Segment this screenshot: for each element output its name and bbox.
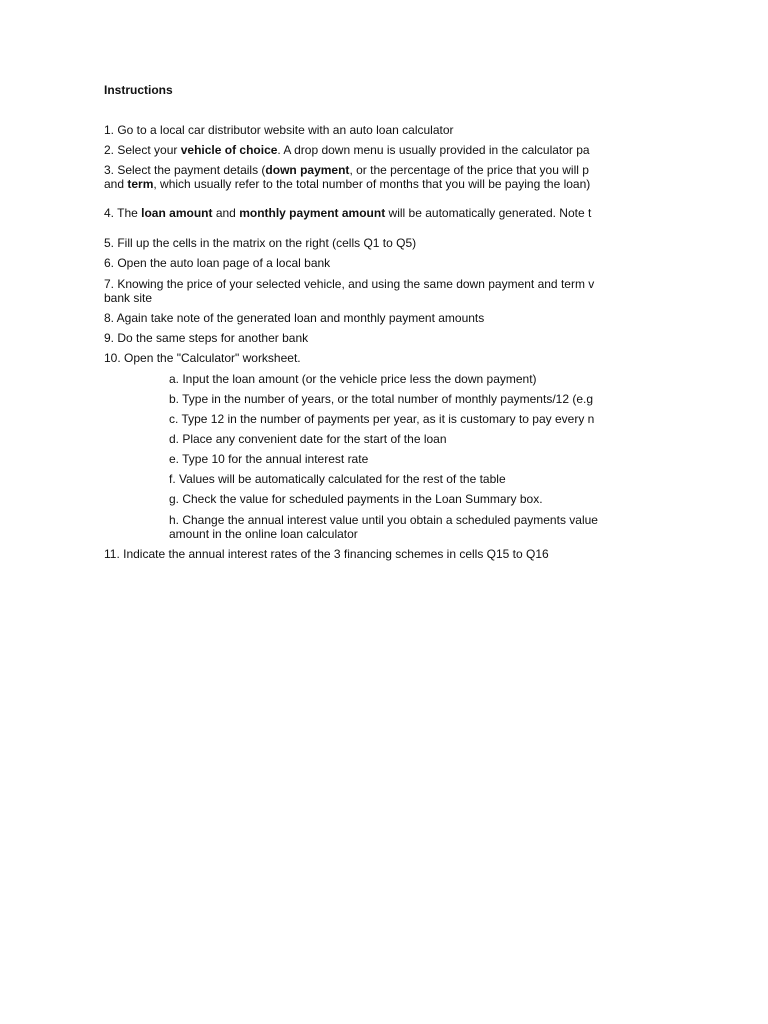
step-3-bold-down-payment: down payment — [265, 163, 350, 177]
sub-step-d: d. Place any convenient date for the start of the loan — [169, 432, 447, 446]
step-2-text-a: 2. Select your — [104, 143, 181, 157]
step-3-line-1 — [104, 164, 589, 176]
step-2 — [104, 144, 590, 156]
step-4-text-a: 4. The — [104, 206, 142, 220]
step-3-text-c: , or the percentage of the price that you will p — [349, 163, 589, 177]
sub-step-h-line-2: amount in the online loan calculator — [169, 527, 358, 541]
step-4-bold-loan-amount: loan amount — [141, 206, 213, 220]
instructions-heading: Instructions — [104, 83, 173, 97]
step-9: 9. Do the same steps for another bank — [104, 331, 309, 345]
sub-step-c: c. Type 12 in the number of payments per year, as it is customary to pay every n — [169, 412, 595, 426]
step-1: 1. Go to a local car distributor website with an auto loan calculator — [104, 123, 454, 137]
step-7-line-1: 7. Knowing the price of your selected vehicle, and using the same down payment and term v — [104, 277, 595, 291]
step-4 — [104, 207, 591, 219]
step-3-line-2-text-a: and — [104, 177, 128, 191]
step-11: 11. Indicate the annual interest rates of the 3 financing schemes in cells Q15 to Q16 — [104, 547, 549, 561]
step-3-bold-term: term — [127, 177, 154, 191]
sub-step-f: f. Values will be automatically calculated for the rest of the table — [169, 472, 506, 486]
step-4-text-e: will be automatically generated. Note t — [385, 206, 592, 220]
step-7-line-2: bank site — [104, 291, 153, 305]
step-4-text-c: and — [212, 206, 240, 220]
step-3-text-a: 3. Select the payment details ( — [104, 163, 266, 177]
sub-step-a: a. Input the loan amount (or the vehicle price less the down payment) — [169, 372, 537, 386]
step-2-bold-vehicle: vehicle of choice — [180, 143, 278, 157]
step-4-bold-monthly-payment: monthly payment amount — [239, 206, 386, 220]
step-8: 8. Again take note of the generated loan and monthly payment amounts — [104, 311, 485, 325]
sub-step-b: b. Type in the number of years, or the total number of monthly payments/12 (e.g — [169, 392, 594, 406]
sub-step-g: g. Check the value for scheduled payments in the Loan Summary box. — [169, 492, 543, 506]
step-2-text-c: . A drop down menu is usually provided in the calculator pa — [277, 143, 590, 157]
step-3-line-2-text-c: , which usually refer to the total number of months that you will be paying the loan) — [153, 177, 591, 191]
step-10: 10. Open the "Calculator" worksheet. — [104, 351, 301, 365]
step-6: 6. Open the auto loan page of a local bank — [104, 256, 331, 270]
sub-step-e: e. Type 10 for the annual interest rate — [169, 452, 369, 466]
step-5: 5. Fill up the cells in the matrix on the right (cells Q1 to Q5) — [104, 236, 417, 250]
step-3-line-2 — [104, 178, 590, 190]
sub-step-h-line-1: h. Change the annual interest value until you obtain a scheduled payments value — [169, 513, 598, 527]
